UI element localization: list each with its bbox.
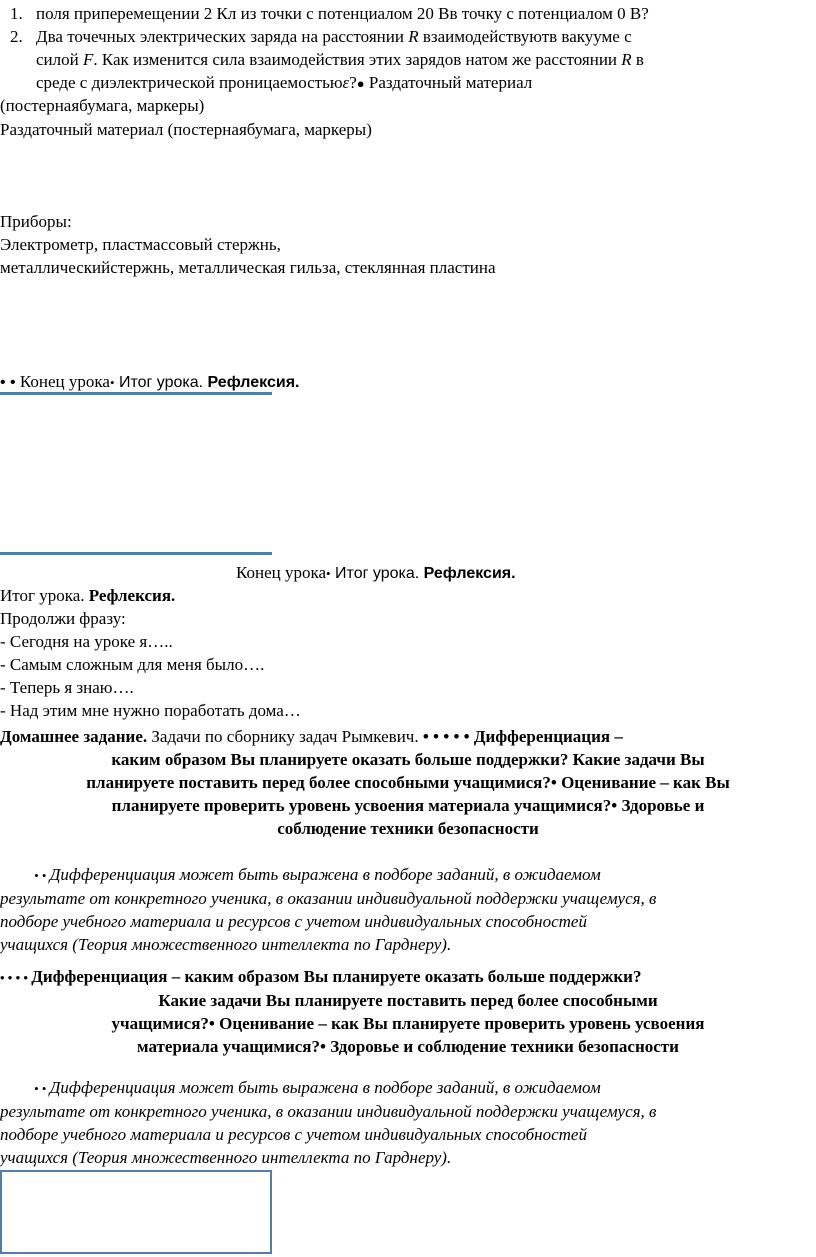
devices-line-2: металлическийстержнь, металлическая гильза, стеклянная пластина [0, 258, 496, 277]
list-item-1: 1. поля приперемещении 2 Кл из точки с потенциалом 20 Вв точку с потенциалом 0 В? [10, 4, 649, 23]
homework-bold-line: каким образом Вы планируете оказать больше поддержки? Какие задачи Вы [111, 750, 705, 769]
divider-line [0, 392, 272, 395]
differentiation-questions: • • • • Дифференциация – каким образом Вы планируете оказать больше поддержки? Какие задачи Вы планируете поставить перед более способными учащимися?• Оценивание – как Вы планируете проверить уровень усвоения материала учащимися?• Здоровье и соблюдение техники безопасности [0, 967, 705, 1056]
list-item-2: 2. Два точечных электрических заряда на расстоянии R взаимодействуютв вакууме с [10, 27, 632, 46]
list-item-2-line-3: среде с диэлектрической проницаемостьюε?● Раздаточный материал [36, 73, 533, 92]
homework-line-1: Домашнее задание. Задачи по сборнику задач Рымкевич. • • • • • Дифференциация – [0, 727, 623, 746]
end-lesson-line-2: Конец урока• Итог урока. Рефлексия. [236, 563, 516, 582]
list-item: - Сегодня на уроке я….. [0, 632, 173, 651]
list-number: 1. [10, 4, 23, 23]
list-number: 2. [10, 27, 23, 46]
itog-line: Итог урока. Рефлексия. [0, 586, 176, 605]
continue-phrase: Продолжи фразу: [0, 609, 126, 628]
homework-bold-line: соблюдение техники безопасности [277, 819, 539, 838]
empty-frame [0, 1170, 272, 1254]
list-item-2-line-2: силой F. Как изменится сила взаимодействия этих зарядов натом же расстоянии R в [36, 50, 644, 69]
phrase-list [0, 630, 301, 722]
divider-line [0, 552, 272, 555]
handout-line: Раздаточный материал (постернаябумага, маркеры) [0, 120, 372, 139]
homework-bold-line: планируете проверить уровень усвоения материала учащимися?• Здоровье и [111, 796, 705, 815]
devices-line-1: Электрометр, пластмассовый стержнь, [0, 235, 281, 254]
devices-title: Приборы: [0, 212, 72, 231]
list-item: - Самым сложным для меня было…. [0, 655, 265, 674]
homework-block [0, 725, 816, 840]
end-lesson-line-1: • • Конец урока• Итог урока. Рефлексия. [0, 372, 300, 391]
list-item: - Теперь я знаю…. [0, 678, 134, 697]
homework-bold-line: планируете поставить перед более способными учащимися?• Оценивание – как Вы [86, 773, 730, 792]
differentiation-note-1: • • Дифференциация может быть выражена в подборе заданий, в ожидаемом результате от конкретного ученика, в оказании индивидуальной поддержки учащемуся, в подборе учебного материала и ресурсов с учетом индивидуальных способностей учащихся (Теория множественного интеллекта по Гарднеру). [0, 865, 657, 954]
differentiation-note-2: • • Дифференциация может быть выражена в подборе заданий, в ожидаемом результате от конкретного ученика, в оказании индивидуальной поддержки учащемуся, в подборе учебного материала и ресурсов с учетом индивидуальных способностей учащихся (Теория множественного интеллекта по Гарднеру). [0, 1078, 657, 1167]
list-item: - Над этим мне нужно поработать дома… [0, 701, 301, 720]
problem-list [0, 2, 816, 95]
bullet-icon: ● [356, 76, 365, 91]
handout-continuation: (постернаябумага, маркеры) [0, 96, 205, 115]
